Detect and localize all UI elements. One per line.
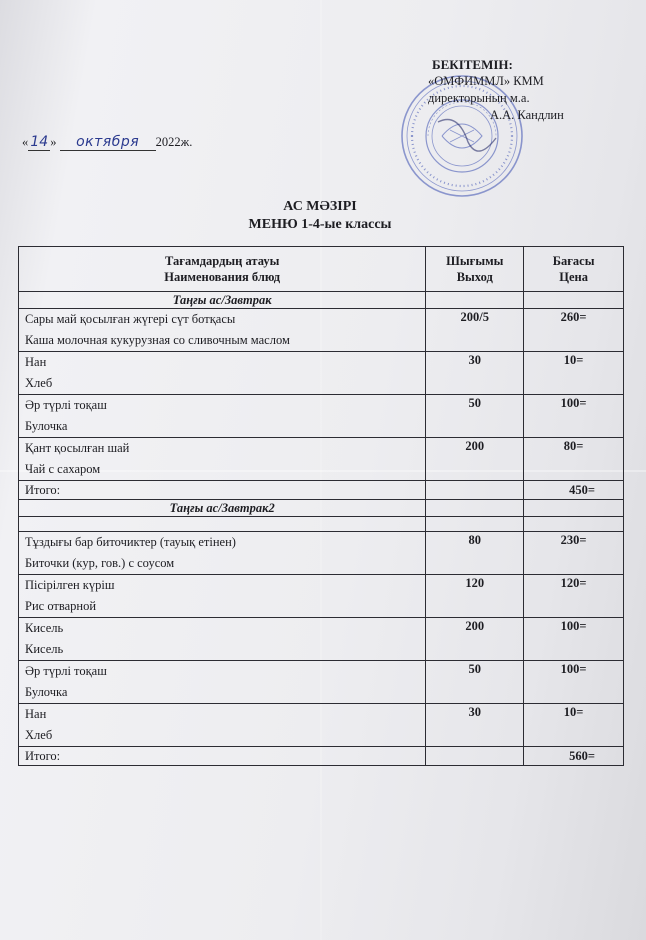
approval-block — [428, 56, 638, 124]
dish-name-kz: Нан — [25, 707, 47, 721]
dish-price: 100= — [524, 618, 624, 661]
total-label: Итого: — [19, 481, 426, 500]
header-price — [524, 247, 624, 292]
date-open-quote: « — [22, 135, 29, 149]
dish-name-cell — [19, 438, 426, 481]
dish-name-kz: Әр түрлі тоқаш — [25, 664, 107, 678]
document-date — [22, 134, 192, 151]
dish-name-ru: Каша молочная кукурузная со сливочным маслом — [25, 333, 290, 347]
menu-title-ru: МЕНЮ 1-4-ые классы — [248, 217, 392, 232]
menu-table — [18, 246, 624, 766]
approval-heading: БЕКІТЕМІН: — [432, 57, 513, 72]
menu-title-kz: АС МӘЗІРІ — [283, 199, 357, 214]
total-row — [19, 747, 624, 766]
dish-name-cell — [19, 661, 426, 704]
dish-price: 260= — [524, 309, 624, 352]
dish-price: 10= — [524, 704, 624, 747]
header-price-ru: Цена — [559, 270, 588, 284]
header-yield-ru: Выход — [456, 270, 493, 284]
dish-name-ru: Булочка — [25, 419, 68, 433]
dish-yield: 30 — [426, 704, 524, 747]
dish-name-ru: Хлеб — [25, 376, 53, 390]
header-price-kz: Бағасы — [552, 254, 595, 268]
dish-yield: 30 — [426, 352, 524, 395]
dish-name-kz: Сары май қосылған жүгері сүт ботқасы — [25, 312, 236, 326]
dish-price: 120= — [524, 575, 624, 618]
dish-yield: 120 — [426, 575, 524, 618]
dish-name-kz: Әр түрлі тоқаш — [25, 398, 107, 412]
header-dish-name-ru: Наименования блюд — [164, 270, 281, 284]
section-row — [19, 292, 624, 309]
dish-yield: 50 — [426, 395, 524, 438]
table-row — [19, 704, 624, 747]
dish-yield: 200/5 — [426, 309, 524, 352]
table-row — [19, 618, 624, 661]
date-month-handwritten: октября — [60, 134, 156, 151]
dish-name-ru: Булочка — [25, 685, 68, 699]
dish-name-ru: Биточки (кур, гов.) с соусом — [25, 556, 175, 570]
dish-name-ru: Рис отварной — [25, 599, 97, 613]
total-label: Итого: — [19, 747, 426, 766]
table-row — [19, 438, 624, 481]
section-row — [19, 500, 624, 517]
dish-name-cell — [19, 704, 426, 747]
dish-name-kz: Пісірілген күріш — [25, 578, 115, 592]
total-price: 560= — [524, 747, 624, 766]
table-row — [19, 395, 624, 438]
table-header-row — [19, 247, 624, 292]
section-title: Таңғы ас/Завтрак2 — [19, 500, 426, 517]
dish-price: 100= — [524, 395, 624, 438]
dish-name-kz: Нан — [25, 355, 47, 369]
header-yield — [426, 247, 524, 292]
dish-name-ru: Чай с сахаром — [25, 462, 101, 476]
header-dish-name-kz: Тағамдардың атауы — [165, 254, 280, 268]
dish-yield: 200 — [426, 438, 524, 481]
date-day-handwritten: 14 — [28, 134, 50, 151]
dish-name-kz: Кисель — [25, 621, 64, 635]
dish-yield: 200 — [426, 618, 524, 661]
date-close-quote: » — [50, 135, 57, 149]
menu-title — [200, 198, 440, 234]
dish-price: 100= — [524, 661, 624, 704]
dish-name-cell — [19, 309, 426, 352]
table-row — [19, 352, 624, 395]
dish-name-ru: Хлеб — [25, 728, 53, 742]
date-year: 2022ж. — [155, 135, 193, 149]
dish-name-cell — [19, 618, 426, 661]
dish-name-cell — [19, 395, 426, 438]
header-dish-name — [19, 247, 426, 292]
dish-yield: 50 — [426, 661, 524, 704]
table-row — [19, 309, 624, 352]
section-title: Таңғы ас/Завтрак — [19, 292, 426, 309]
approval-position: директорының м.а. — [428, 91, 530, 105]
header-yield-kz: Шығымы — [446, 254, 504, 268]
approval-signatory: А.А. Кандлин — [490, 108, 564, 122]
table-row — [19, 661, 624, 704]
dish-price: 80= — [524, 438, 624, 481]
table-row — [19, 575, 624, 618]
dish-price: 230= — [524, 532, 624, 575]
dish-name-cell — [19, 352, 426, 395]
dish-name-kz: Қант қосылған шай — [25, 441, 130, 455]
table-row — [19, 532, 624, 575]
dish-name-cell — [19, 575, 426, 618]
dish-name-kz: Тұздығы бар биточиктер (тауық етінен) — [25, 535, 236, 549]
dish-name-cell — [19, 532, 426, 575]
dish-yield: 80 — [426, 532, 524, 575]
empty-row — [19, 517, 624, 532]
dish-price: 10= — [524, 352, 624, 395]
total-price: 450= — [524, 481, 624, 500]
dish-name-ru: Кисель — [25, 642, 64, 656]
approval-organization: «ОМФИММЛ» КММ — [428, 74, 544, 88]
total-row — [19, 481, 624, 500]
